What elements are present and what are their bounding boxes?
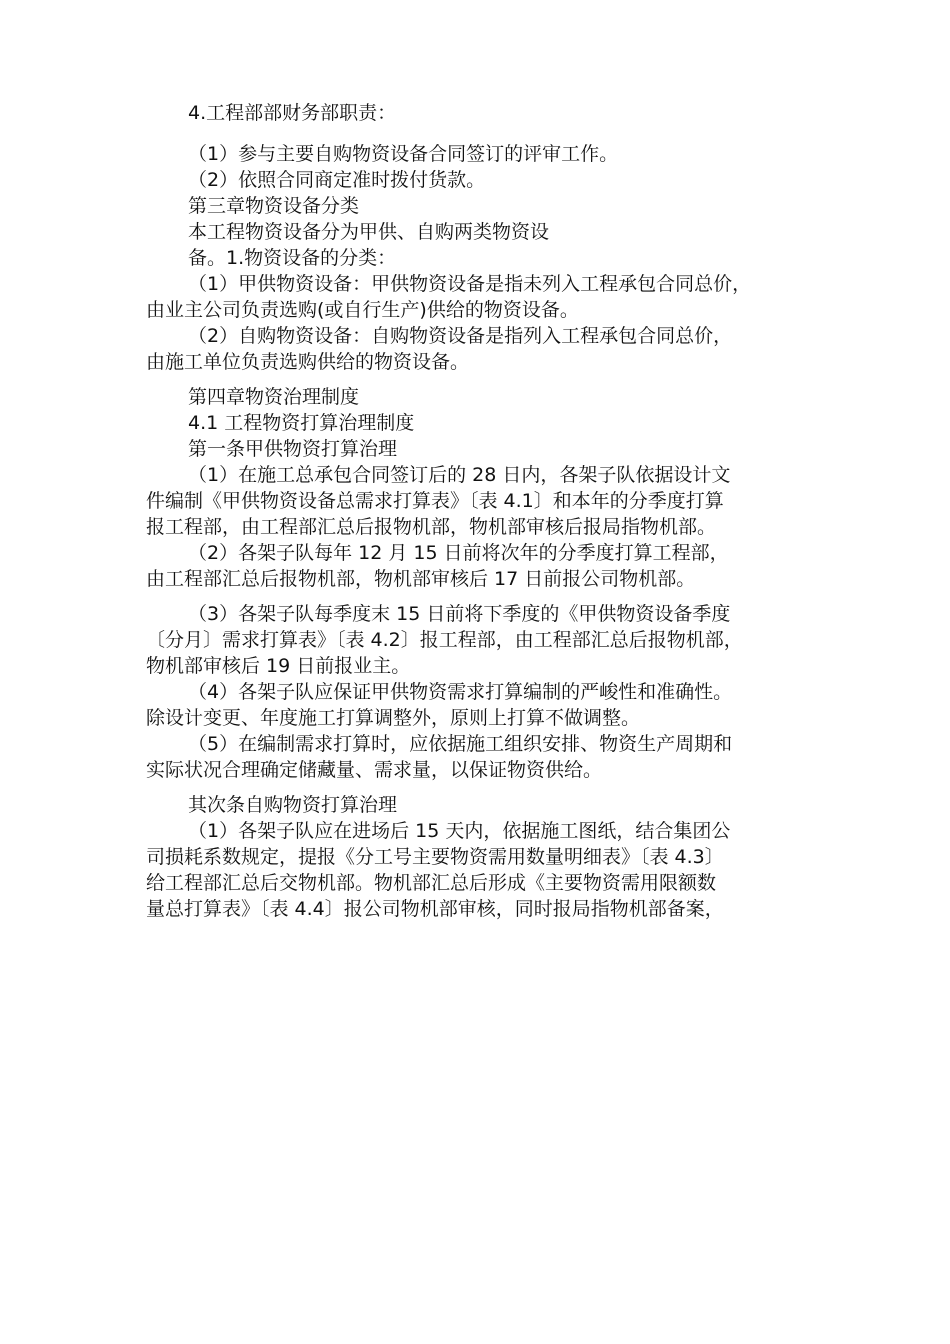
paragraph-line: 由业主公司负责选购(或自行生产)供给的物资设备。 [146, 299, 579, 321]
article-heading: 其次条自购物资打算治理 [188, 794, 398, 816]
paragraph-line: 〔分月〕需求打算表》〔表 4.2〕报工程部，由工程部汇总后报物机部， [146, 629, 743, 651]
paragraph-line: 物机部审核后 19 日前报业主。 [146, 655, 411, 677]
paragraph-line: 司损耗系数规定，提报《分工号主要物资需用数量明细表》〔表 4.3〕 [146, 846, 724, 868]
paragraph-line: 给工程部汇总后交物机部。物机部汇总后形成《主要物资需用限额数 [146, 872, 717, 894]
paragraph-line: 备。1.物资设备的分类： [188, 247, 397, 269]
paragraph-line: （1）各架子队应在进场后 15 天内，依据施工图纸，结合集团公 [188, 820, 731, 842]
chapter-heading: 第四章物资治理制度 [188, 386, 360, 408]
paragraph-line: （1）甲供物资设备：甲供物资设备是指未列入工程承包合同总价， [188, 273, 752, 295]
paragraph-line: （3）各架子队每季度末 15 日前将下季度的《甲供物资设备季度 [188, 603, 731, 625]
chapter-heading: 第三章物资设备分类 [188, 195, 360, 217]
article-heading: 第一条甲供物资打算治理 [188, 438, 398, 460]
paragraph-line: （5）在编制需求打算时，应依据施工组织安排、物资生产周期和 [188, 733, 733, 755]
section-heading: 4.工程部部财务部职责： [188, 102, 397, 124]
paragraph-line: 由工程部汇总后报物机部，物机部审核后 17 日前报公司物机部。 [146, 568, 696, 590]
paragraph-line: 实际状况合理确定储藏量、需求量，以保证物资供给。 [146, 759, 603, 781]
paragraph-line: （4）各架子队应保证甲供物资需求打算编制的严峻性和准确性。 [188, 681, 733, 703]
paragraph-line: 除设计变更、年度施工打算调整外，原则上打算不做调整。 [146, 707, 641, 729]
paragraph-line: （2）各架子队每年 12 月 15 日前将次年的分季度打算工程部， [188, 542, 729, 564]
section-heading: 4.1 工程物资打算治理制度 [188, 412, 415, 434]
paragraph-line: 报工程部，由工程部汇总后报物机部，物机部审核后报局指物机部。 [146, 516, 717, 538]
paragraph-line: 件编制《甲供物资设备总需求打算表》〔表 4.1〕和本年的分季度打算 [146, 490, 724, 512]
paragraph-line: （1）参与主要自购物资设备合同签订的评审工作。 [188, 143, 619, 165]
paragraph-line: （1）在施工总承包合同签订后的 28 日内，各架子队依据设计文 [188, 464, 731, 486]
paragraph-line: 由施工单位负责选购供给的物资设备。 [146, 351, 470, 373]
paragraph-line: 量总打算表》〔表 4.4〕报公司物机部审核，同时报局指物机部备案， [146, 898, 724, 920]
paragraph-line: （2）依照合同商定准时拨付货款。 [188, 169, 486, 191]
paragraph-line: （2）自购物资设备：自购物资设备是指列入工程承包合同总价， [188, 325, 733, 347]
paragraph-line: 本工程物资设备分为甲供、自购两类物资设 [188, 221, 550, 243]
